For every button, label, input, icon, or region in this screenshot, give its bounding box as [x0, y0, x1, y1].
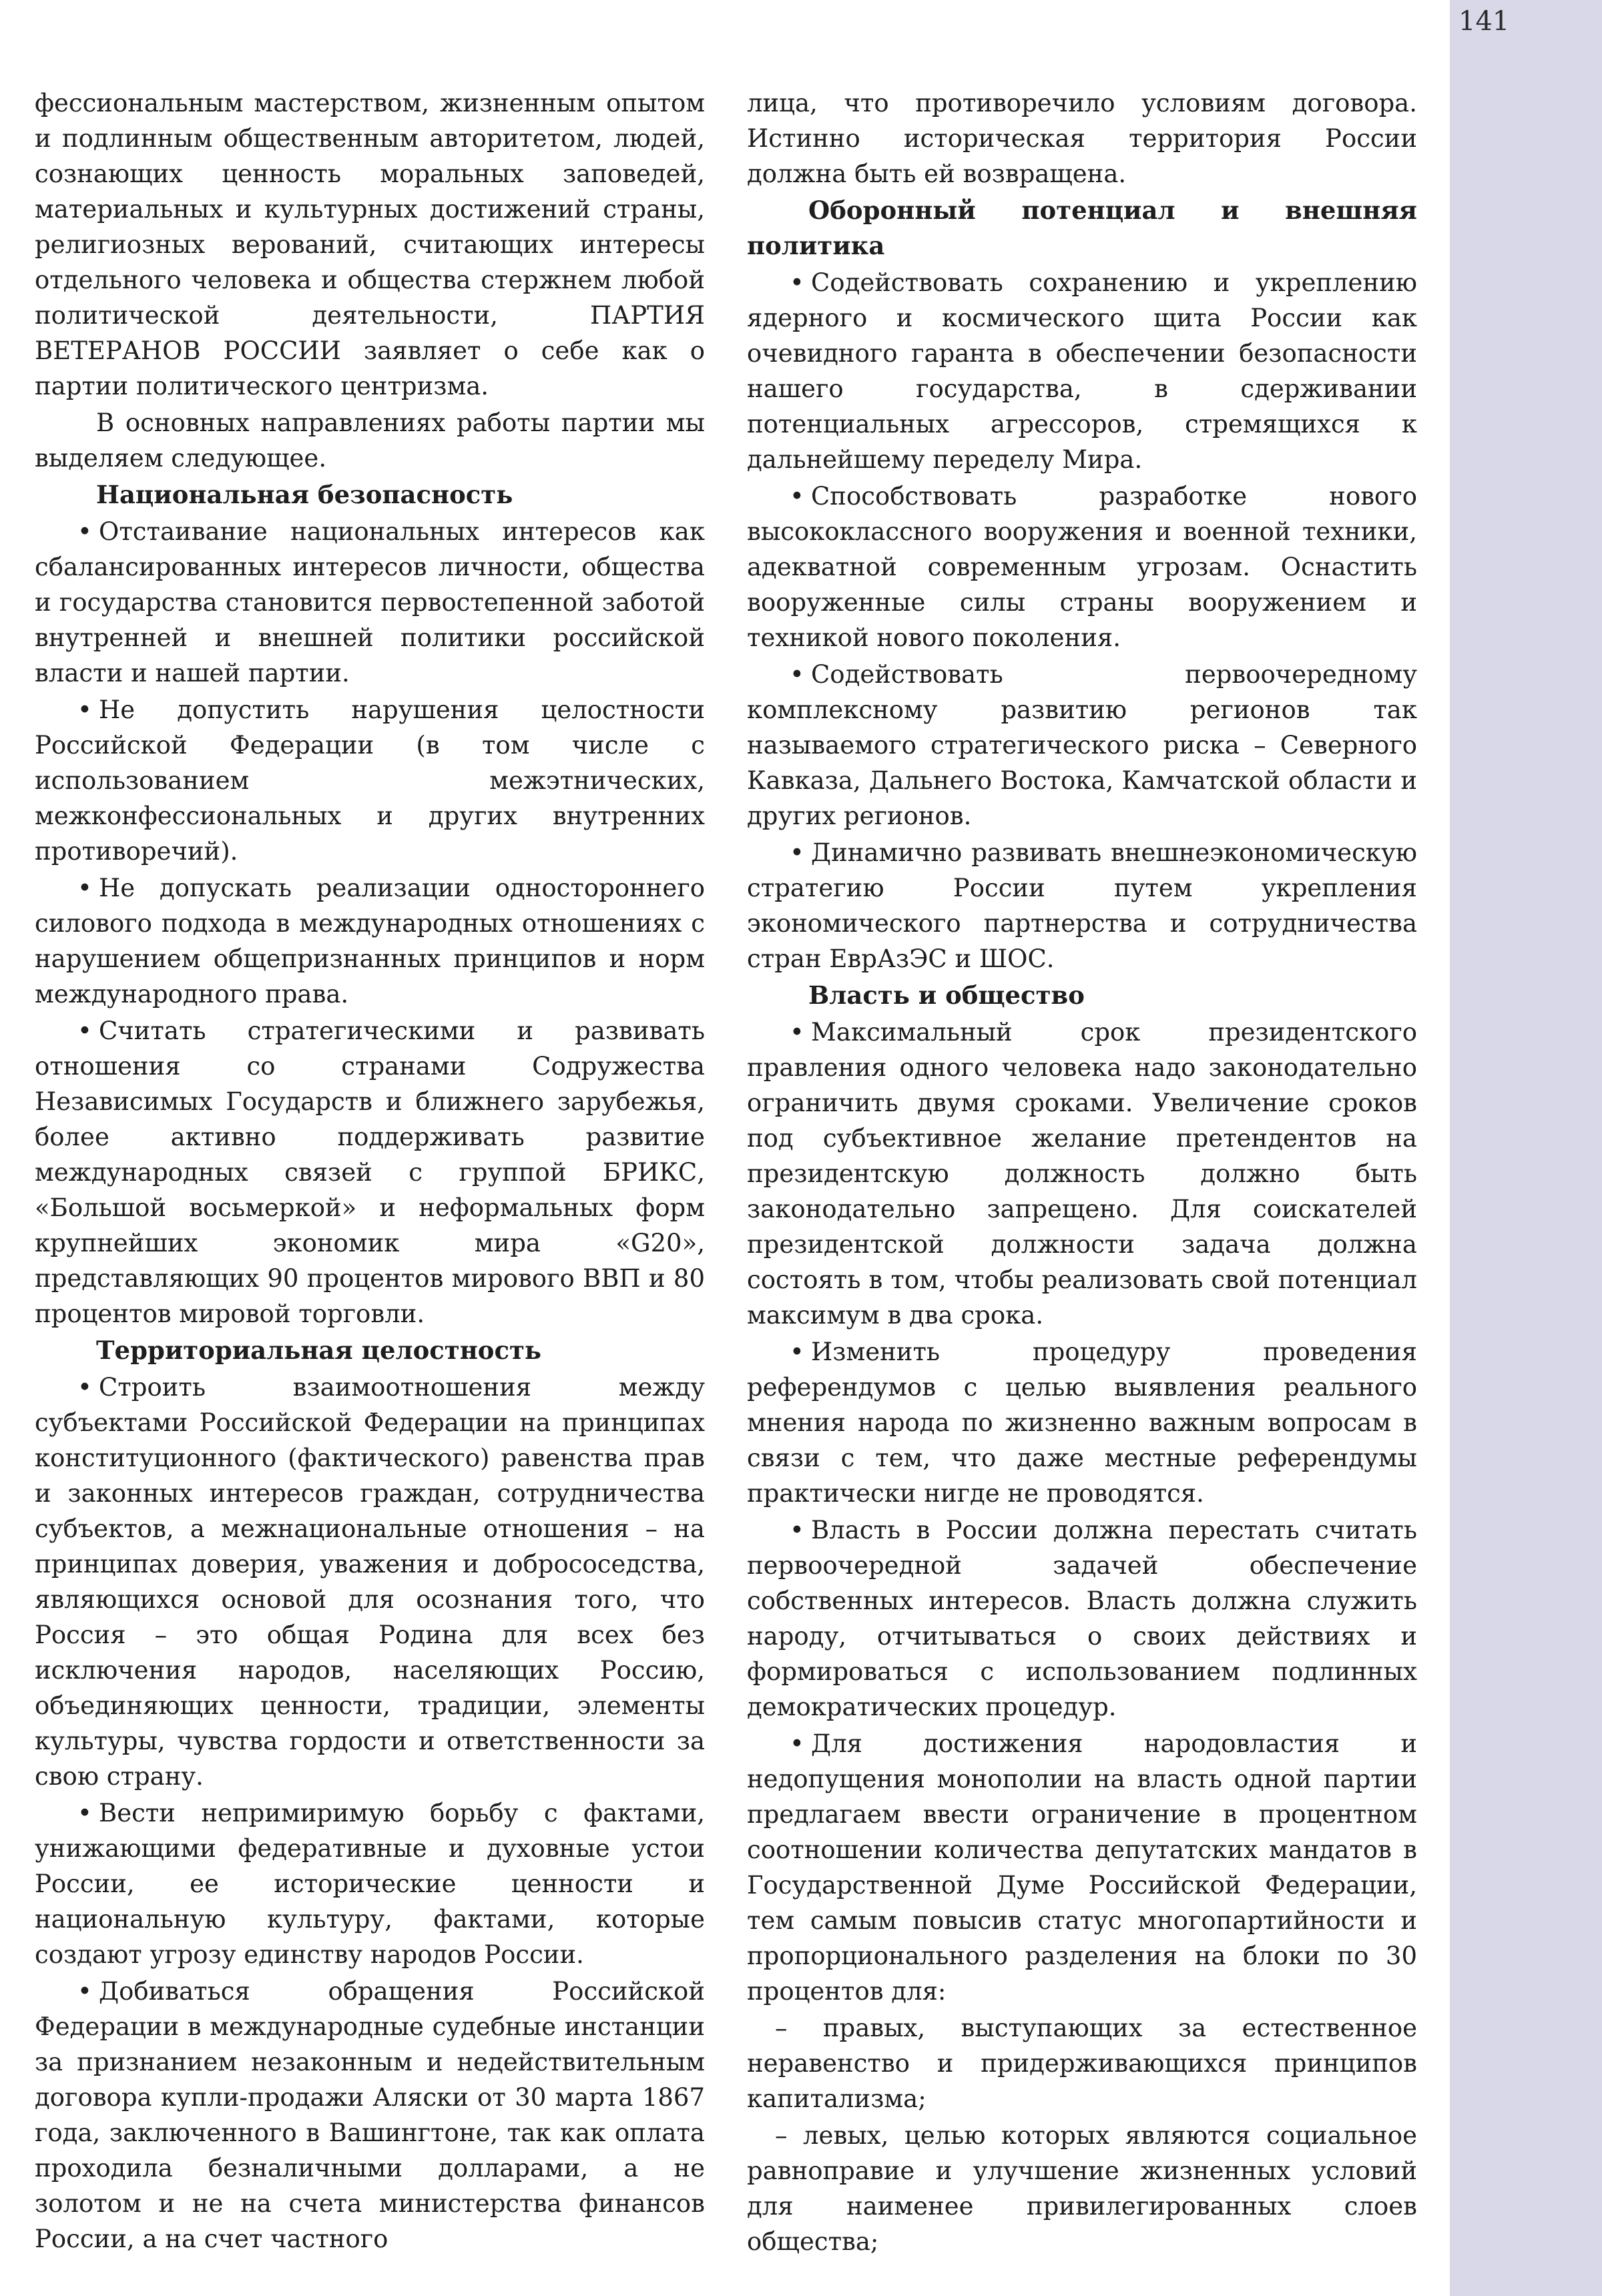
bullet-icon: •	[77, 517, 92, 546]
bullet-item	[35, 1795, 705, 1972]
section-heading: Оборонный потенциал и внешняя политика	[747, 196, 1417, 260]
bullet-icon: •	[790, 1516, 804, 1544]
bullet-text: Способствовать разработке нового высококлассного вооружения и военной техники, адекватной современным угрозам. Оснастить вооруженные силы страны вооружением и техникой нового поколения.	[747, 482, 1417, 652]
bullet-item	[747, 1334, 1417, 1511]
bullet-item	[35, 1974, 705, 2257]
section-heading: Территориальная целостность	[96, 1336, 542, 1365]
bullet-item	[747, 657, 1417, 834]
section-heading: Национальная безопасность	[96, 480, 513, 509]
bullet-icon: •	[77, 1373, 92, 1402]
bullet-item	[747, 835, 1417, 976]
page-margin-band	[1450, 0, 1602, 2296]
bullet-item	[35, 1013, 705, 1332]
bullet-icon: •	[790, 838, 804, 867]
bullet-text: Для достижения народовластия и недопущения монополии на власть одной партии предлагаем ввести ограничение в процентном соотношении количества депутатских мандатов в Государственной Думе Российской Федерации, тем самым повысив статус многопартийности и пропорционального разделения на блоки по 30 процентов для:	[747, 1729, 1417, 2006]
left-column	[35, 85, 705, 2288]
bullet-icon: •	[790, 1018, 804, 1047]
bullet-item	[35, 870, 705, 1012]
bullet-text: Содействовать сохранению и укреплению ядерного и космического щита России как очевидного гаранта в обеспечении безопасности нашего государства, в сдерживании потенциальных агрессоров, стремящихся к дальнейшему переделу Мира.	[747, 268, 1417, 474]
dash-list-item: – левых, целью которых являются социальное равноправие и улучшение жизненных условий для наименее привилегированных слоев общества;	[747, 2121, 1417, 2256]
bullet-icon: •	[77, 1017, 92, 1045]
bullet-item	[35, 692, 705, 869]
page-number: 141	[1458, 6, 1510, 37]
bullet-item	[35, 1370, 705, 1794]
body-paragraph: В основных направлениях работы партии мы выделяем следующее.	[35, 408, 705, 473]
bullet-icon: •	[790, 660, 804, 689]
bullet-text: Власть в России должна перестать считать первоочередной задачей обеспечение собственных интересов. Власть должна служить народу, отчитываться о своих действиях и формироваться с использованием подлинных демократических процедур.	[747, 1516, 1417, 1721]
dash-list-item: – правых, выступающих за естественное неравенство и придерживающихся принципов капитализма;	[747, 2014, 1417, 2113]
bullet-icon: •	[790, 1729, 804, 1758]
bullet-text: Изменить процедуру проведения референдумов с целью выявления реального мнения народа по жизненно важным вопросам в связи с тем, что даже местные референдумы практически нигде не проводятся.	[747, 1338, 1417, 1508]
bullet-item	[35, 514, 705, 691]
bullet-text: Динамично развивать внешнеэкономическую стратегию России путем укрепления экономического партнерства и сотрудничества стран ЕврАзЭС и ШОС.	[747, 838, 1417, 973]
bullet-text: Отстаивание национальных интересов как сбалансированных интересов личности, общества и государства становится первостепенной заботой внутренней и внешней политики российской власти и нашей партии.	[35, 517, 705, 687]
bullet-text: Вести непримиримую борьбу с фактами, унижающими федеративные и духовные устои России, ее исторические ценности и национальную культуру, фактами, которые создают угрозу единству народов России.	[35, 1799, 705, 1969]
bullet-text: Не допустить нарушения целостности Российской Федерации (в том числе с использованием межэтнических, межконфессиональных и других внутренних противоречий).	[35, 695, 705, 866]
bullet-icon: •	[77, 1977, 92, 2006]
bullet-icon: •	[77, 874, 92, 902]
bullet-text: Максимальный срок президентского правления одного человека надо законодательно ограничить двумя сроками. Увеличение сроков под субъективное желание претендентов на президентскую должность должно быть законодательно запрещено. Для соискателей президентской должности задача должна состоять в том, чтобы реализовать свой потенциал максимум в два срока.	[747, 1018, 1417, 1330]
bullet-item	[747, 479, 1417, 655]
bullet-text: Добиваться обращения Российской Федерации в международные судебные инстанции за признанием незаконным и недействительным договора купли-продажи Аляски от 30 марта 1867 года, заключенного в Вашингтоне, так как оплата проходила безналичными долларами, а не золотом и не на счета министерства финансов России, а на счет частного	[35, 1977, 705, 2253]
bullet-text: Строить взаимоотношения между субъектами Российской Федерации на принципах конституционного (фактического) равенства прав и законных интересов граждан, сотрудничества субъектов, а межнациональные отношения – на принципах доверия, уважения и добрососедства, являющихся основой для осознания того, что Россия – это общая Родина для всех без исключения народов, населяющих Россию, объединяющих ценности, традиции, элементы культуры, чувства гордости и ответственности за свою страну.	[35, 1373, 705, 1791]
bullet-icon: •	[790, 482, 804, 511]
body-paragraph: фессиональным мастерством, жизненным опытом и подлинным общественным авторитетом, людей, сознающих ценность моральных заповедей, материальных и культурных достижений страны, религиозных верований, считающих интересы отдельного человека и общества стержнем любой политической деятельности, ПАРТИЯ ВЕТЕРАНОВ РОССИИ заявляет о себе как о партии политического центризма.	[35, 89, 705, 400]
body-paragraph: лица, что противоречило условиям договора. Истинно историческая территория России должна быть ей возвращена.	[747, 89, 1417, 188]
bullet-text: Считать стратегическими и развивать отношения со странами Содружества Независимых Государств и ближнего зарубежья, более активно поддерживать развитие международных связей с группой БРИКС, «Большой восьмеркой» и неформальных форм крупнейших экономик мира «G20», представляющих 90 процентов мирового ВВП и 80 процентов мировой торговли.	[35, 1017, 705, 1328]
right-column	[747, 85, 1417, 2288]
bullet-item	[747, 265, 1417, 477]
bullet-text: Не допускать реализации одностороннего силового подхода в международных отношениях с нарушением общепризнанных принципов и норм международного права.	[35, 874, 705, 1009]
bullet-icon: •	[77, 1799, 92, 1827]
bullet-icon: •	[77, 695, 92, 724]
bullet-item	[747, 1726, 1417, 2009]
section-heading: Власть и общество	[808, 980, 1085, 1010]
bullet-text: Содействовать первоочередному комплексному развитию регионов так называемого стратегического риска – Северного Кавказа, Дальнего Востока, Камчатской области и других регионов.	[747, 660, 1417, 830]
bullet-icon: •	[790, 268, 804, 297]
bullet-icon: •	[790, 1338, 804, 1366]
bullet-item	[747, 1015, 1417, 1333]
bullet-item	[747, 1512, 1417, 1725]
